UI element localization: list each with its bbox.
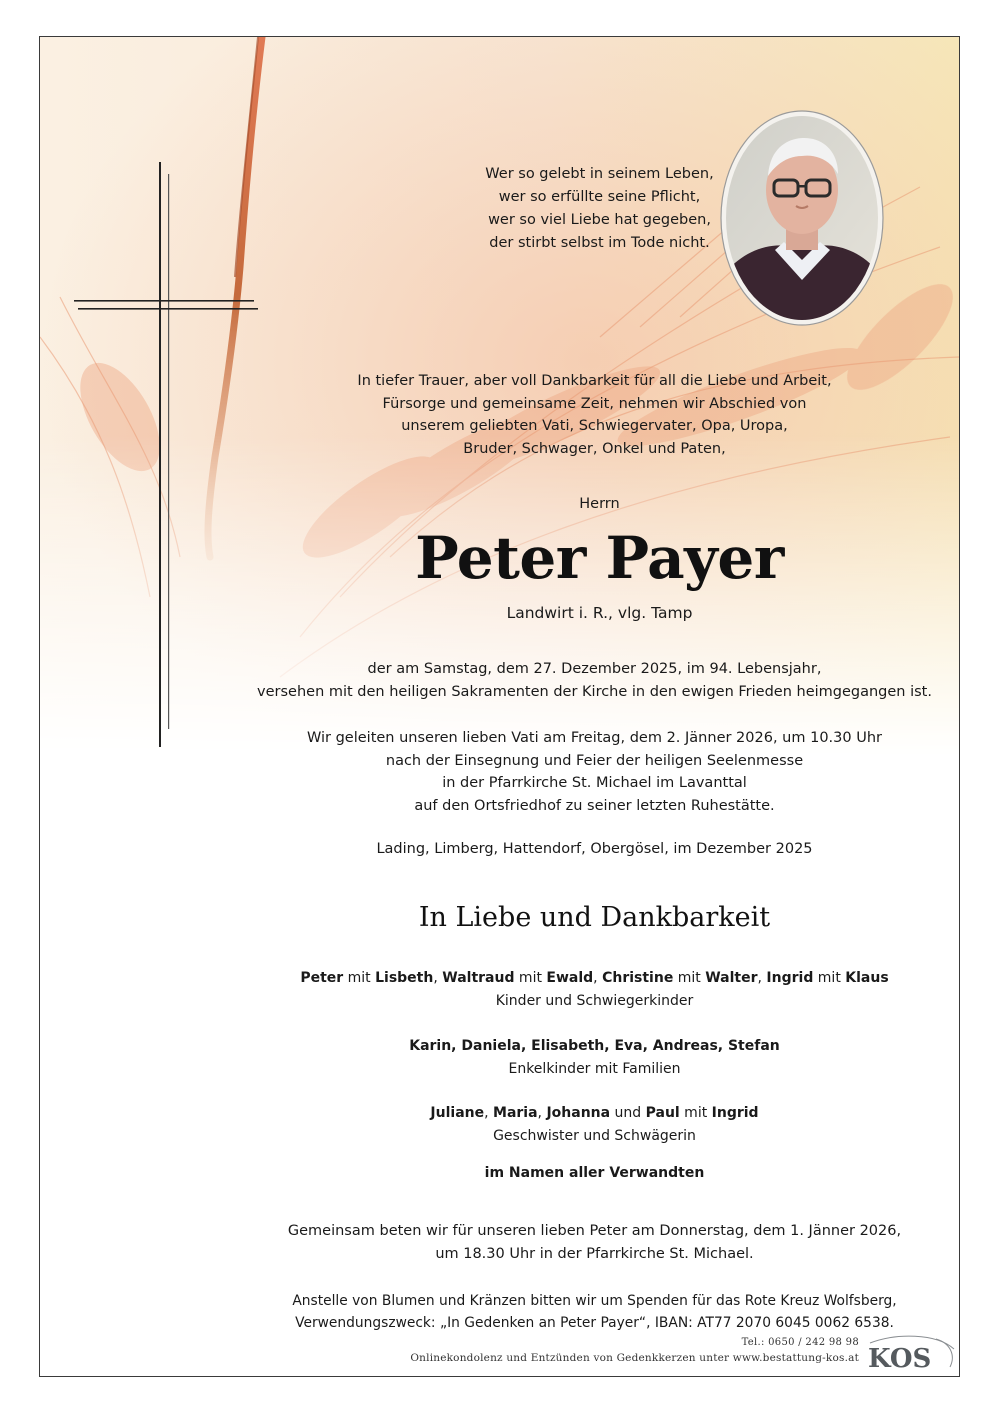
family-siblings [135, 1102, 960, 1147]
family-name: Ewald [546, 970, 594, 986]
grandchildren-label: Enkelkinder mit Familien [508, 1060, 681, 1077]
connector: mit [673, 970, 706, 986]
salutation: Herrn [579, 496, 620, 512]
connector: , [537, 1105, 547, 1121]
obituary-card [39, 36, 960, 1377]
funeral-line: auf den Ortsfriedhof zu seiner letzten Ruhestätte. [414, 797, 775, 814]
siblings-label: Geschwister und Schwägerin [493, 1127, 696, 1144]
deceased-name: Peter Payer [415, 524, 784, 592]
death-notice [135, 658, 960, 704]
family-relatives [135, 1162, 960, 1185]
funeral-line: in der Pfarrkirche St. Michael im Lavanttal [442, 775, 747, 791]
phone-number: Tel.: 0650 / 242 98 98 [741, 1337, 859, 1348]
connector: , [484, 1105, 494, 1121]
poem-line: wer so viel Liebe hat gegeben, [488, 212, 711, 228]
connector: mit [813, 970, 846, 986]
kos-logo [866, 1335, 956, 1371]
children-names [135, 967, 960, 990]
connector: , [433, 970, 443, 986]
family-name: Waltraud [442, 970, 515, 986]
connector: und [610, 1105, 646, 1121]
intro-text [135, 370, 960, 460]
family-children [135, 967, 960, 1012]
grandchildren-names [135, 1035, 960, 1058]
connector: , [757, 970, 767, 986]
family-name: Karin, Daniela, Elisabeth, Eva, Andreas, Stefan [409, 1038, 780, 1054]
children-label: Kinder und Schwiegerkinder [495, 992, 694, 1009]
poem [140, 163, 960, 255]
occupation: Landwirt i. R., vlg. Tamp [506, 604, 693, 622]
connector: mit [514, 970, 547, 986]
love-heading: In Liebe und Dankbarkeit [418, 902, 771, 933]
poem-line: Wer so gelebt in seinem Leben, [485, 166, 714, 182]
prayer-notice [135, 1220, 960, 1266]
siblings-names [135, 1102, 960, 1125]
donation-line: Verwendungszweck: „In Gedenken an Peter Payer“, IBAN: AT77 2070 6045 0062 6538. [295, 1314, 894, 1331]
family-name: Lisbeth [375, 970, 434, 986]
family-name: Paul [645, 1105, 680, 1121]
donation-line: Anstelle von Blumen und Kränzen bitten wir um Spenden für das Rote Kreuz Wolfsberg, [292, 1293, 897, 1309]
prayer-line: Gemeinsam beten wir für unseren lieben Peter am Donnerstag, dem 1. Jänner 2026, [287, 1223, 902, 1239]
online-condolence-link[interactable]: Onlinekondolenz und Entzünden von Gedenkkerzen unter www.bestattung-kos.at [410, 1352, 859, 1364]
family-name: Peter [300, 970, 344, 986]
intro-line: Fürsorge und gemeinsame Zeit, nehmen wir Abschied von [382, 395, 807, 412]
family-name: Walter [705, 970, 758, 986]
places-date: Lading, Limberg, Hattendorf, Obergösel, im Dezember 2025 [376, 841, 813, 857]
connector: , [593, 970, 603, 986]
donation-notice [135, 1291, 960, 1334]
death-line: der am Samstag, dem 27. Dezember 2025, im 94. Lebensjahr, [367, 661, 822, 677]
intro-line: Bruder, Schwager, Onkel und Paten, [463, 440, 726, 457]
connector: mit [343, 970, 376, 986]
family-name: Juliane [430, 1105, 485, 1121]
family-grandchildren [135, 1035, 960, 1080]
logo-text: KOS [868, 1344, 932, 1371]
poem-line: wer so erfüllte seine Pflicht, [498, 189, 701, 205]
relatives-label: im Namen aller Verwandten [484, 1165, 705, 1181]
funeral-line: nach der Einsegnung und Feier der heiligen Seelenmesse [385, 752, 804, 769]
prayer-line: um 18.30 Uhr in der Pfarrkirche St. Michael. [435, 1246, 754, 1262]
family-name: Christine [602, 970, 674, 986]
connector: mit [679, 1105, 712, 1121]
family-name: Johanna [546, 1105, 611, 1121]
family-name: Ingrid [766, 970, 814, 986]
family-name: Ingrid [711, 1105, 759, 1121]
intro-line: unserem geliebten Vati, Schwiegervater, Opa, Uropa, [401, 418, 788, 434]
family-name: Klaus [845, 970, 889, 986]
funeral-info [135, 727, 960, 817]
intro-line: In tiefer Trauer, aber voll Dankbarkeit für all die Liebe und Arbeit, [357, 373, 832, 389]
death-line: versehen mit den heiligen Sakramenten der Kirche in den ewigen Frieden heimgegangen ist. [257, 684, 932, 700]
family-name: Maria [493, 1105, 538, 1121]
funeral-line: Wir geleiten unseren lieben Vati am Freitag, dem 2. Jänner 2026, um 10.30 Uhr [306, 730, 882, 746]
poem-line: der stirbt selbst im Tode nicht. [489, 235, 710, 251]
